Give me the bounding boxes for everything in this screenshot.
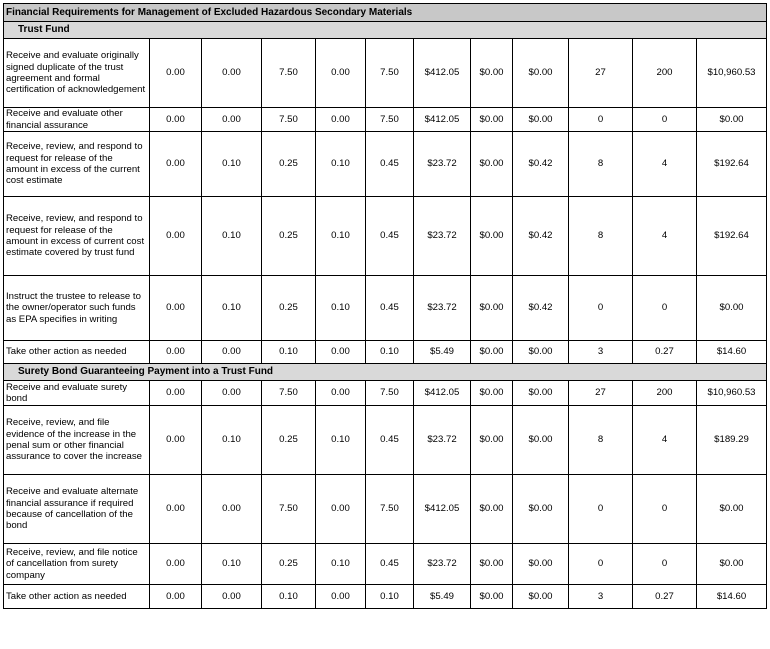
cell-value: $412.05 bbox=[414, 108, 471, 132]
cell-value: 3 bbox=[569, 585, 633, 609]
cell-value: $0.00 bbox=[697, 544, 767, 585]
cell-value: $0.00 bbox=[471, 132, 513, 197]
cell-value: $14.60 bbox=[697, 585, 767, 609]
cell-value: 0.00 bbox=[150, 381, 202, 406]
cell-value: 8 bbox=[569, 197, 633, 276]
section-header-row bbox=[4, 22, 767, 39]
cell-value: 0.10 bbox=[202, 132, 262, 197]
cell-value: 0.00 bbox=[202, 585, 262, 609]
cell-value: 8 bbox=[569, 406, 633, 475]
cell-value: 0.00 bbox=[150, 132, 202, 197]
row-label: Receive, review, and file evidence of the increase in the penal sum or other financial assurance to cover the increase bbox=[4, 406, 150, 475]
table-row bbox=[4, 276, 767, 341]
cell-value: $0.42 bbox=[513, 132, 569, 197]
row-label: Instruct the trustee to release to the owner/operator such funds as EPA specifies in writing bbox=[4, 276, 150, 341]
cell-value: 0.27 bbox=[633, 341, 697, 364]
cell-value: 0.10 bbox=[316, 544, 366, 585]
cell-value: 0.00 bbox=[316, 108, 366, 132]
cell-value: 7.50 bbox=[262, 381, 316, 406]
cell-value: 4 bbox=[633, 406, 697, 475]
cell-value: $14.60 bbox=[697, 341, 767, 364]
table-row bbox=[4, 475, 767, 544]
cell-value: $0.00 bbox=[513, 406, 569, 475]
cell-value: 0.10 bbox=[202, 544, 262, 585]
cell-value: 0 bbox=[633, 475, 697, 544]
cell-value: $10,960.53 bbox=[697, 39, 767, 108]
cell-value: 0.25 bbox=[262, 406, 316, 475]
cell-value: 200 bbox=[633, 381, 697, 406]
cell-value: $0.00 bbox=[513, 381, 569, 406]
table-row bbox=[4, 132, 767, 197]
cell-value: 0.10 bbox=[202, 197, 262, 276]
cell-value: 0.00 bbox=[202, 39, 262, 108]
cell-value: $0.00 bbox=[471, 585, 513, 609]
cell-value: $0.00 bbox=[513, 585, 569, 609]
row-label: Receive, review, and respond to request for release of the amount in excess of the current cost estimate bbox=[4, 132, 150, 197]
cell-value: $0.00 bbox=[697, 108, 767, 132]
row-label: Take other action as needed bbox=[4, 585, 150, 609]
cell-value: 200 bbox=[633, 39, 697, 108]
cell-value: 0.10 bbox=[316, 197, 366, 276]
cell-value: 0.45 bbox=[366, 406, 414, 475]
cell-value: 0.10 bbox=[202, 406, 262, 475]
section-title: Trust Fund bbox=[4, 22, 767, 39]
cell-value: $0.00 bbox=[471, 475, 513, 544]
cell-value: $0.00 bbox=[697, 475, 767, 544]
cell-value: 0.00 bbox=[202, 381, 262, 406]
cell-value: 0 bbox=[569, 108, 633, 132]
cell-value: $0.00 bbox=[471, 341, 513, 364]
table-title: Financial Requirements for Management of Excluded Hazardous Secondary Materials bbox=[4, 4, 767, 22]
table-row bbox=[4, 585, 767, 609]
cell-value: 0.00 bbox=[150, 406, 202, 475]
cell-value: 0.10 bbox=[316, 406, 366, 475]
cell-value: $192.64 bbox=[697, 197, 767, 276]
cell-value: 0.00 bbox=[150, 108, 202, 132]
cell-value: 0.10 bbox=[366, 341, 414, 364]
row-label: Take other action as needed bbox=[4, 341, 150, 364]
row-label: Receive and evaluate originally signed duplicate of the trust agreement and formal certification of acknowledgement bbox=[4, 39, 150, 108]
cell-value: $0.00 bbox=[513, 39, 569, 108]
cell-value: 0 bbox=[569, 475, 633, 544]
cell-value: 0.00 bbox=[150, 39, 202, 108]
cell-value: 0 bbox=[633, 276, 697, 341]
cell-value: 0 bbox=[633, 544, 697, 585]
row-label: Receive, review, and file notice of cancellation from surety company bbox=[4, 544, 150, 585]
cell-value: $0.00 bbox=[513, 108, 569, 132]
cell-value: 4 bbox=[633, 132, 697, 197]
cell-value: 0.45 bbox=[366, 197, 414, 276]
cell-value: 0.10 bbox=[366, 585, 414, 609]
cell-value: 0.00 bbox=[316, 381, 366, 406]
cell-value: 0 bbox=[633, 108, 697, 132]
section-header-row bbox=[4, 364, 767, 381]
cell-value: 7.50 bbox=[262, 39, 316, 108]
cell-value: $0.00 bbox=[471, 381, 513, 406]
cell-value: 0.00 bbox=[316, 341, 366, 364]
cell-value: 0.00 bbox=[316, 475, 366, 544]
table-row bbox=[4, 39, 767, 108]
cell-value: 0.00 bbox=[150, 475, 202, 544]
cell-value: 0.00 bbox=[316, 585, 366, 609]
row-label: Receive, review, and respond to request for release of the amount in excess of current cost estimate covered by trust fund bbox=[4, 197, 150, 276]
cell-value: 0.00 bbox=[150, 585, 202, 609]
table-row bbox=[4, 108, 767, 132]
cell-value: 7.50 bbox=[366, 108, 414, 132]
cell-value: 0.25 bbox=[262, 544, 316, 585]
cell-value: $0.00 bbox=[697, 276, 767, 341]
cell-value: 7.50 bbox=[262, 475, 316, 544]
table-row bbox=[4, 406, 767, 475]
cell-value: 27 bbox=[569, 39, 633, 108]
cell-value: 27 bbox=[569, 381, 633, 406]
row-label: Receive and evaluate alternate financial assurance if required because of cancellation of the bond bbox=[4, 475, 150, 544]
cell-value: $0.00 bbox=[513, 341, 569, 364]
cell-value: $0.42 bbox=[513, 276, 569, 341]
cell-value: 0.27 bbox=[633, 585, 697, 609]
cell-value: 0 bbox=[569, 276, 633, 341]
cell-value: 0.00 bbox=[150, 197, 202, 276]
cell-value: $192.64 bbox=[697, 132, 767, 197]
table-row bbox=[4, 381, 767, 406]
cell-value: $0.00 bbox=[471, 276, 513, 341]
financial-requirements-table bbox=[3, 3, 767, 609]
cell-value: 0.00 bbox=[202, 108, 262, 132]
cell-value: 3 bbox=[569, 341, 633, 364]
cell-value: $23.72 bbox=[414, 406, 471, 475]
cell-value: 0.00 bbox=[150, 276, 202, 341]
cell-value: 0.10 bbox=[262, 341, 316, 364]
cell-value: $10,960.53 bbox=[697, 381, 767, 406]
cell-value: 0.10 bbox=[202, 276, 262, 341]
cell-value: $5.49 bbox=[414, 585, 471, 609]
section-title: Surety Bond Guaranteeing Payment into a Trust Fund bbox=[4, 364, 767, 381]
cell-value: $23.72 bbox=[414, 544, 471, 585]
cell-value: $23.72 bbox=[414, 276, 471, 341]
cell-value: $412.05 bbox=[414, 39, 471, 108]
cell-value: 0.10 bbox=[262, 585, 316, 609]
cell-value: $23.72 bbox=[414, 197, 471, 276]
cell-value: 0.45 bbox=[366, 544, 414, 585]
cell-value: 0.45 bbox=[366, 276, 414, 341]
cell-value: $23.72 bbox=[414, 132, 471, 197]
row-label: Receive and evaluate other financial assurance bbox=[4, 108, 150, 132]
cell-value: $0.00 bbox=[513, 544, 569, 585]
cell-value: 0.00 bbox=[150, 341, 202, 364]
cell-value: 8 bbox=[569, 132, 633, 197]
cell-value: $0.00 bbox=[471, 406, 513, 475]
cell-value: $412.05 bbox=[414, 475, 471, 544]
cell-value: $0.00 bbox=[471, 108, 513, 132]
table-title-row bbox=[4, 4, 767, 22]
cell-value: 0.00 bbox=[150, 544, 202, 585]
cell-value: 0.10 bbox=[316, 276, 366, 341]
cell-value: 7.50 bbox=[366, 39, 414, 108]
cell-value: 0.10 bbox=[316, 132, 366, 197]
cell-value: 0.45 bbox=[366, 132, 414, 197]
cell-value: $0.00 bbox=[471, 39, 513, 108]
table-row bbox=[4, 544, 767, 585]
cell-value: 0.00 bbox=[202, 341, 262, 364]
cell-value: 0.25 bbox=[262, 197, 316, 276]
cell-value: 0 bbox=[569, 544, 633, 585]
table-row bbox=[4, 341, 767, 364]
cell-value: 0.00 bbox=[316, 39, 366, 108]
row-label: Receive and evaluate surety bond bbox=[4, 381, 150, 406]
cell-value: $412.05 bbox=[414, 381, 471, 406]
cell-value: $189.29 bbox=[697, 406, 767, 475]
cell-value: 0.25 bbox=[262, 276, 316, 341]
cell-value: $0.00 bbox=[471, 544, 513, 585]
table-row bbox=[4, 197, 767, 276]
cell-value: 7.50 bbox=[366, 381, 414, 406]
cell-value: $5.49 bbox=[414, 341, 471, 364]
cell-value: 4 bbox=[633, 197, 697, 276]
cell-value: 7.50 bbox=[262, 108, 316, 132]
cell-value: 0.25 bbox=[262, 132, 316, 197]
cell-value: 7.50 bbox=[366, 475, 414, 544]
cell-value: $0.00 bbox=[471, 197, 513, 276]
cell-value: 0.00 bbox=[202, 475, 262, 544]
cell-value: $0.42 bbox=[513, 197, 569, 276]
cell-value: $0.00 bbox=[513, 475, 569, 544]
